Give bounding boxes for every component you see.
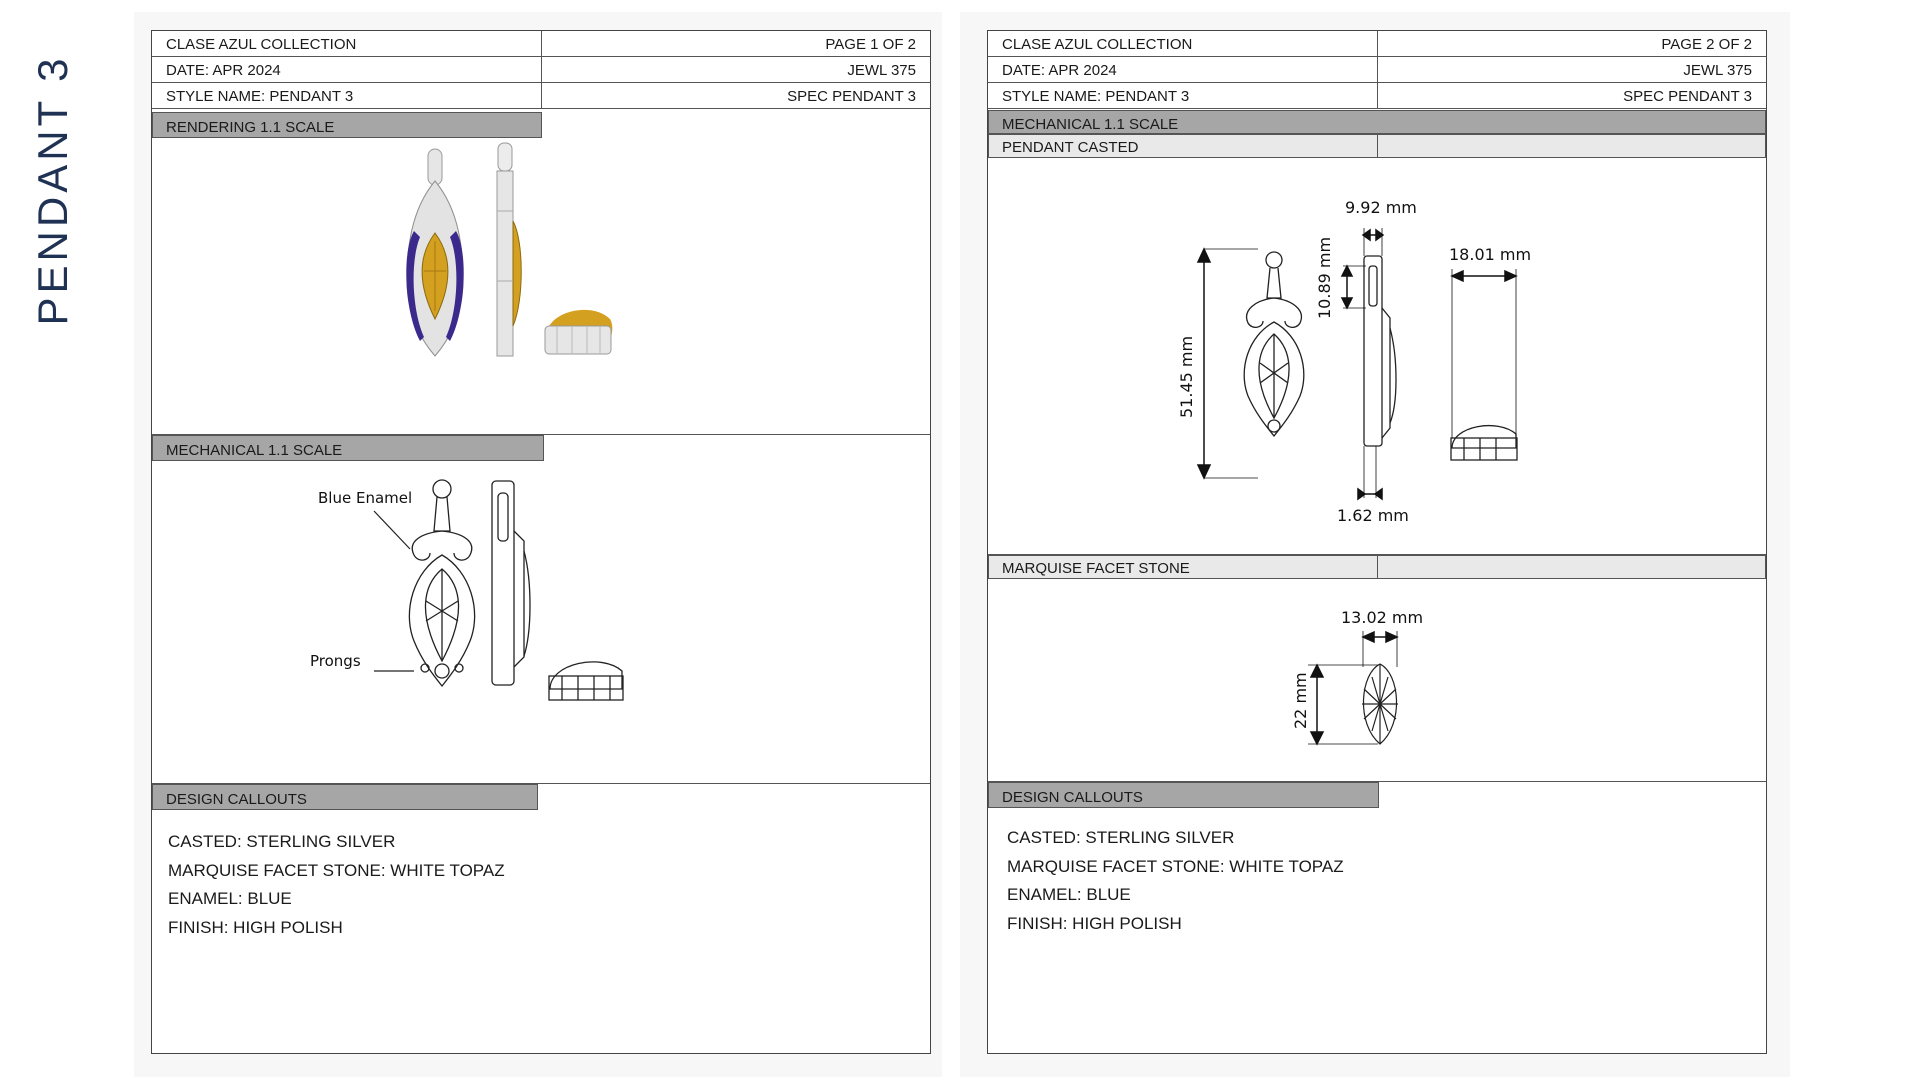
mechanical-drawing [152, 471, 930, 751]
rendering-image [152, 141, 930, 361]
callout-material: CASTED: STERLING SILVER [168, 832, 396, 851]
section-mechanical-label: MECHANICAL 1.1 SCALE [1002, 116, 1179, 133]
dim-thickness-label: 1.62 mm [1337, 506, 1409, 525]
section-design-callouts [988, 782, 1379, 808]
pendant-casted-drawing [988, 158, 1766, 558]
dim-bail-label: 10.89 mm [1315, 236, 1334, 319]
page-number: PAGE 2 OF 2 [1661, 36, 1752, 53]
section-mechanical [152, 435, 544, 461]
page-number: PAGE 1 OF 2 [825, 36, 916, 53]
item-code: JEWL 375 [847, 62, 916, 79]
section-rendering [152, 112, 542, 138]
header-row-3 [152, 83, 930, 109]
dim-stone-length-label: 22 mm [1291, 672, 1310, 729]
dim-depth-label: 18.01 mm [1449, 245, 1532, 264]
style-name: STYLE NAME: PENDANT 3 [1002, 88, 1190, 105]
side-title [18, 40, 88, 340]
style-name: STYLE NAME: PENDANT 3 [166, 88, 354, 105]
section-callouts-label: DESIGN CALLOUTS [166, 791, 307, 808]
side-title-text: PENDANT 3 [29, 54, 76, 326]
spec-name: SPEC PENDANT 3 [1623, 88, 1752, 105]
dim-length-label: 51.45 mm [1177, 335, 1196, 418]
label-blue-enamel: Blue Enamel [318, 489, 413, 507]
callout-enamel: ENAMEL: BLUE [1007, 885, 1131, 904]
collection-name: CLASE AZUL COLLECTION [1002, 36, 1193, 53]
section-callouts-label: DESIGN CALLOUTS [1002, 789, 1143, 806]
header-row-1 [152, 31, 930, 57]
dim-width-label: 9.92 mm [1345, 198, 1417, 217]
design-callouts-list [168, 828, 505, 942]
section-casted-label: PENDANT CASTED [1002, 139, 1139, 156]
item-code: JEWL 375 [1683, 62, 1752, 79]
spec-name: SPEC PENDANT 3 [787, 88, 916, 105]
date: DATE: APR 2024 [1002, 62, 1117, 79]
header-row-3 [988, 83, 1766, 109]
callout-stone: MARQUISE FACET STONE: WHITE TOPAZ [168, 860, 505, 880]
callout-finish: FINISH: HIGH POLISH [168, 917, 343, 937]
dim-stone-width-label: 13.02 mm [1341, 608, 1424, 627]
design-callouts-list [1007, 824, 1344, 938]
section-stone-label: MARQUISE FACET STONE [1002, 560, 1190, 577]
section-rendering-label: RENDERING 1.1 SCALE [166, 119, 335, 136]
label-prongs: Prongs [310, 652, 361, 670]
header-row-2 [988, 57, 1766, 83]
section-mechanical-label: MECHANICAL 1.1 SCALE [166, 442, 343, 459]
section-design-callouts [152, 784, 538, 810]
collection-name: CLASE AZUL COLLECTION [166, 36, 357, 53]
callout-stone: MARQUISE FACET STONE: WHITE TOPAZ [1007, 856, 1344, 876]
header-row-2 [152, 57, 930, 83]
callout-enamel: ENAMEL: BLUE [168, 889, 292, 908]
pendant-front-render [406, 149, 463, 356]
spec-sheet-page-2 [987, 30, 1767, 1054]
section-mechanical [988, 110, 1766, 134]
header-row-1 [988, 31, 1766, 57]
pendant-side-render [497, 143, 521, 356]
marquise-stone-drawing [988, 579, 1766, 779]
callout-material: CASTED: STERLING SILVER [1007, 828, 1235, 847]
pendant-top-render [545, 310, 612, 354]
callout-finish: FINISH: HIGH POLISH [1007, 913, 1182, 933]
date: DATE: APR 2024 [166, 62, 281, 79]
spec-sheet-page-1 [151, 30, 931, 1054]
